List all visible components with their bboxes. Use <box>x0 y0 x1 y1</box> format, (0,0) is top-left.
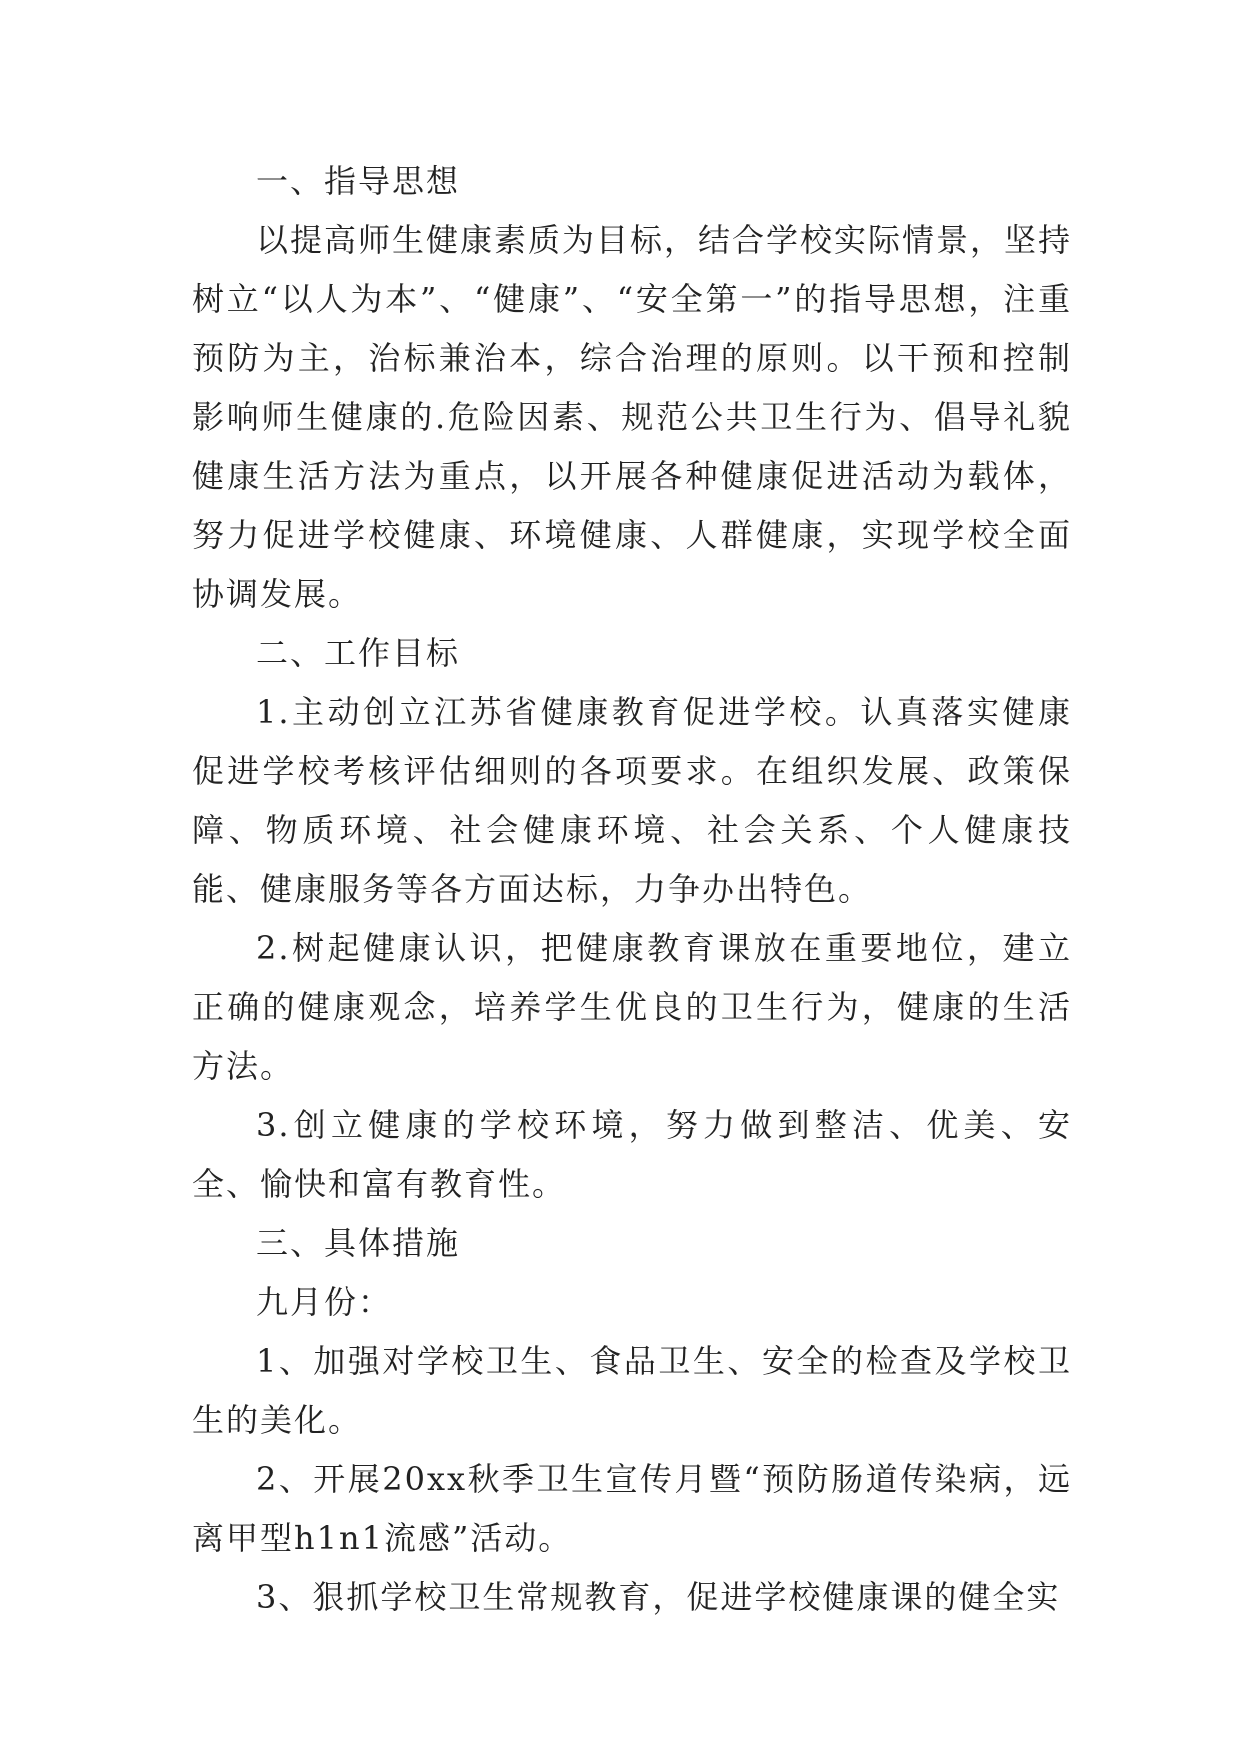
section-heading-guiding-ideology: 一、指导思想 <box>256 162 461 200</box>
section-heading-work-goals: 二、工作目标 <box>256 634 461 672</box>
paragraph-measure-2: 2、开展20xx秋季卫生宣传月暨“预防肠道传染病，远离甲型h1n1流感”活动。 <box>192 1460 1072 1557</box>
paragraph-goal-2: 2.树起健康认识，把健康教育课放在重要地位，建立正确的健康观念，培养学生优良的卫生行为，健康的生活方法。 <box>192 929 1072 1085</box>
paragraph-measure-3: 3、狠抓学校卫生常规教育，促进学校健康课的健全实 <box>256 1578 1061 1616</box>
document-body <box>192 152 1072 1627</box>
paragraph-goal-3: 3.创立健康的学校环境，努力做到整洁、优美、安全、愉快和富有教育性。 <box>192 1106 1072 1203</box>
paragraph-measure-1: 1、加强对学校卫生、食品卫生、安全的检查及学校卫生的美化。 <box>192 1342 1072 1439</box>
paragraph-guiding-ideology: 以提高师生健康素质为目标，结合学校实际情景，坚持树立“以人为本”、“健康”、“安全第一”的指导思想，注重预防为主，治标兼治本，综合治理的原则。以干预和控制影响师生健康的.危险因素、规范公共卫生行为、倡导礼貌健康生活方法为重点，以开展各种健康促进活动为载体，努力促进学校健康、环境健康、人群健康，实现学校全面协调发展。 <box>192 221 1073 613</box>
paragraph-month-september: 九月份： <box>256 1283 393 1321</box>
paragraph-goal-1: 1.主动创立江苏省健康教育促进学校。认真落实健康促进学校考核评估细则的各项要求。在组织发展、政策保障、物质环境、社会健康环境、社会关系、个人健康技能、健康服务等各方面达标，力争办出特色。 <box>192 693 1072 908</box>
section-heading-specific-measures: 三、具体措施 <box>256 1224 461 1262</box>
